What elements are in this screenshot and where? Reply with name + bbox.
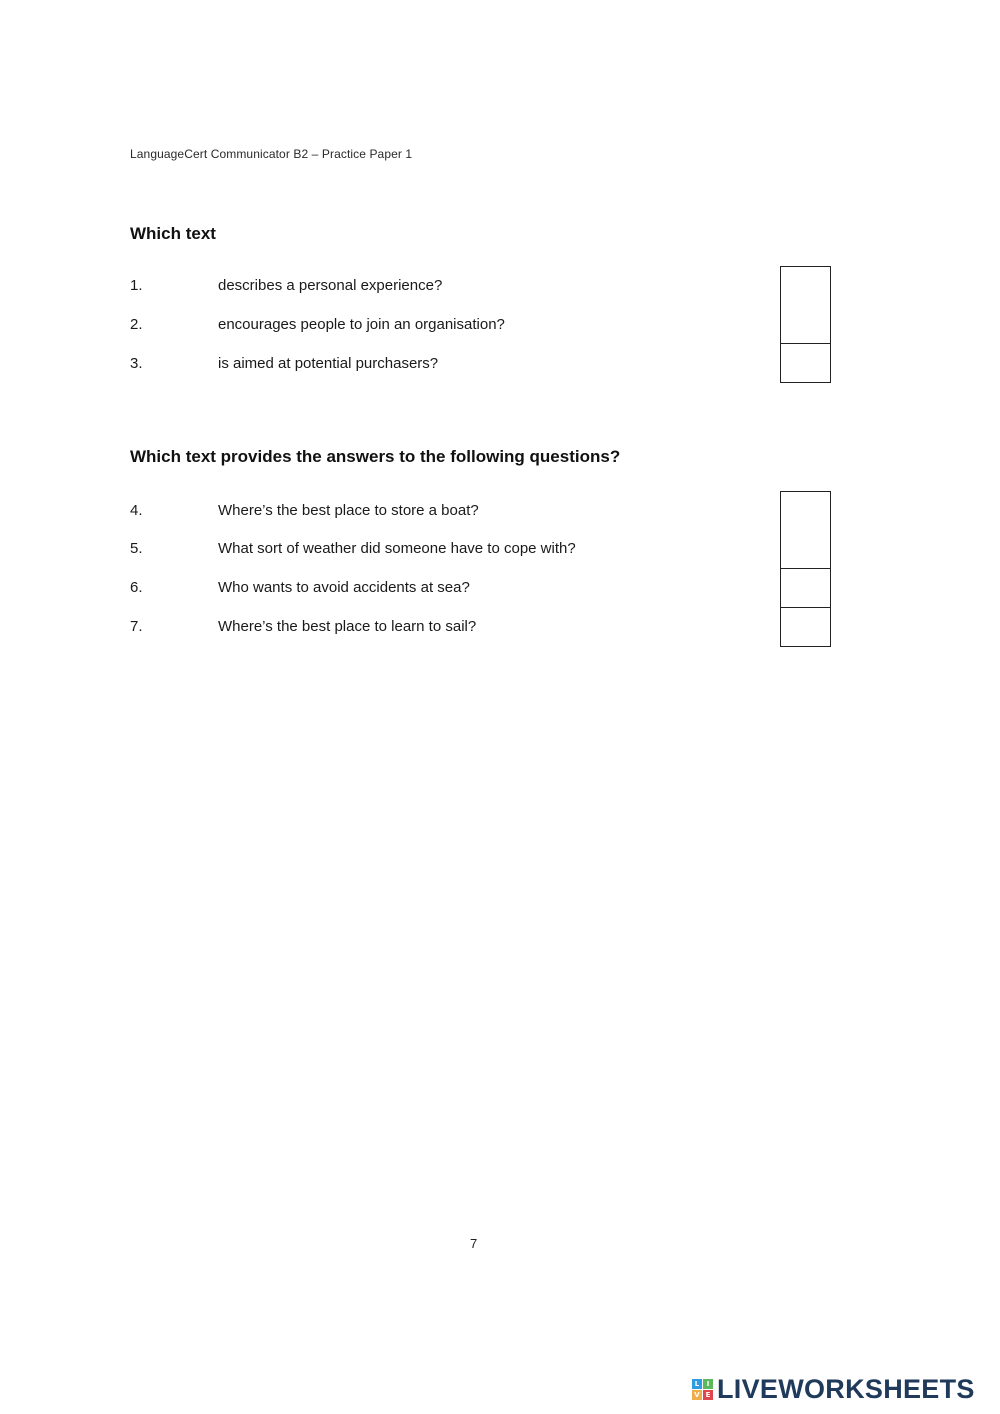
liveworksheets-mark-icon <box>692 1379 713 1400</box>
answer-box-7[interactable] <box>780 608 831 647</box>
logo-mark-letter: I <box>703 1379 713 1389</box>
question-4-number: 4. <box>130 502 143 519</box>
question-5-number: 5. <box>130 540 143 557</box>
question-2-text: encourages people to join an organisation? <box>218 316 505 333</box>
answer-box-1[interactable] <box>780 266 831 306</box>
question-1-number: 1. <box>130 277 143 294</box>
page-number: 7 <box>470 1236 478 1251</box>
answer-box-2[interactable] <box>780 305 831 344</box>
question-2-number: 2. <box>130 316 143 333</box>
question-1-text: describes a personal experience? <box>218 277 443 294</box>
question-3-text: is aimed at potential purchasers? <box>218 355 439 372</box>
answer-box-4[interactable] <box>780 491 831 531</box>
section-1-title: Which text <box>130 224 216 243</box>
question-6-text: Who wants to avoid accidents at sea? <box>218 579 470 596</box>
answer-box-5[interactable] <box>780 530 831 569</box>
liveworksheets-logo[interactable] <box>692 1374 975 1405</box>
document-header: LanguageCert Communicator B2 – Practice Paper 1 <box>130 147 413 161</box>
logo-text: LIVEWORKSHEETS <box>717 1374 975 1404</box>
question-3-number: 3. <box>130 355 143 372</box>
answer-box-6[interactable] <box>780 569 831 608</box>
answer-box-3[interactable] <box>780 344 831 383</box>
question-7-text: Where’s the best place to learn to sail? <box>218 618 477 635</box>
question-4-text: Where’s the best place to store a boat? <box>218 502 479 519</box>
logo-mark-letter: E <box>703 1390 713 1400</box>
question-5-text: What sort of weather did someone have to cope with? <box>218 540 576 557</box>
logo-mark-letter: L <box>692 1379 702 1389</box>
section-2-title: Which text provides the answers to the following questions? <box>130 447 621 466</box>
question-6-number: 6. <box>130 579 143 596</box>
question-7-number: 7. <box>130 618 143 635</box>
logo-mark-letter: V <box>692 1390 702 1400</box>
